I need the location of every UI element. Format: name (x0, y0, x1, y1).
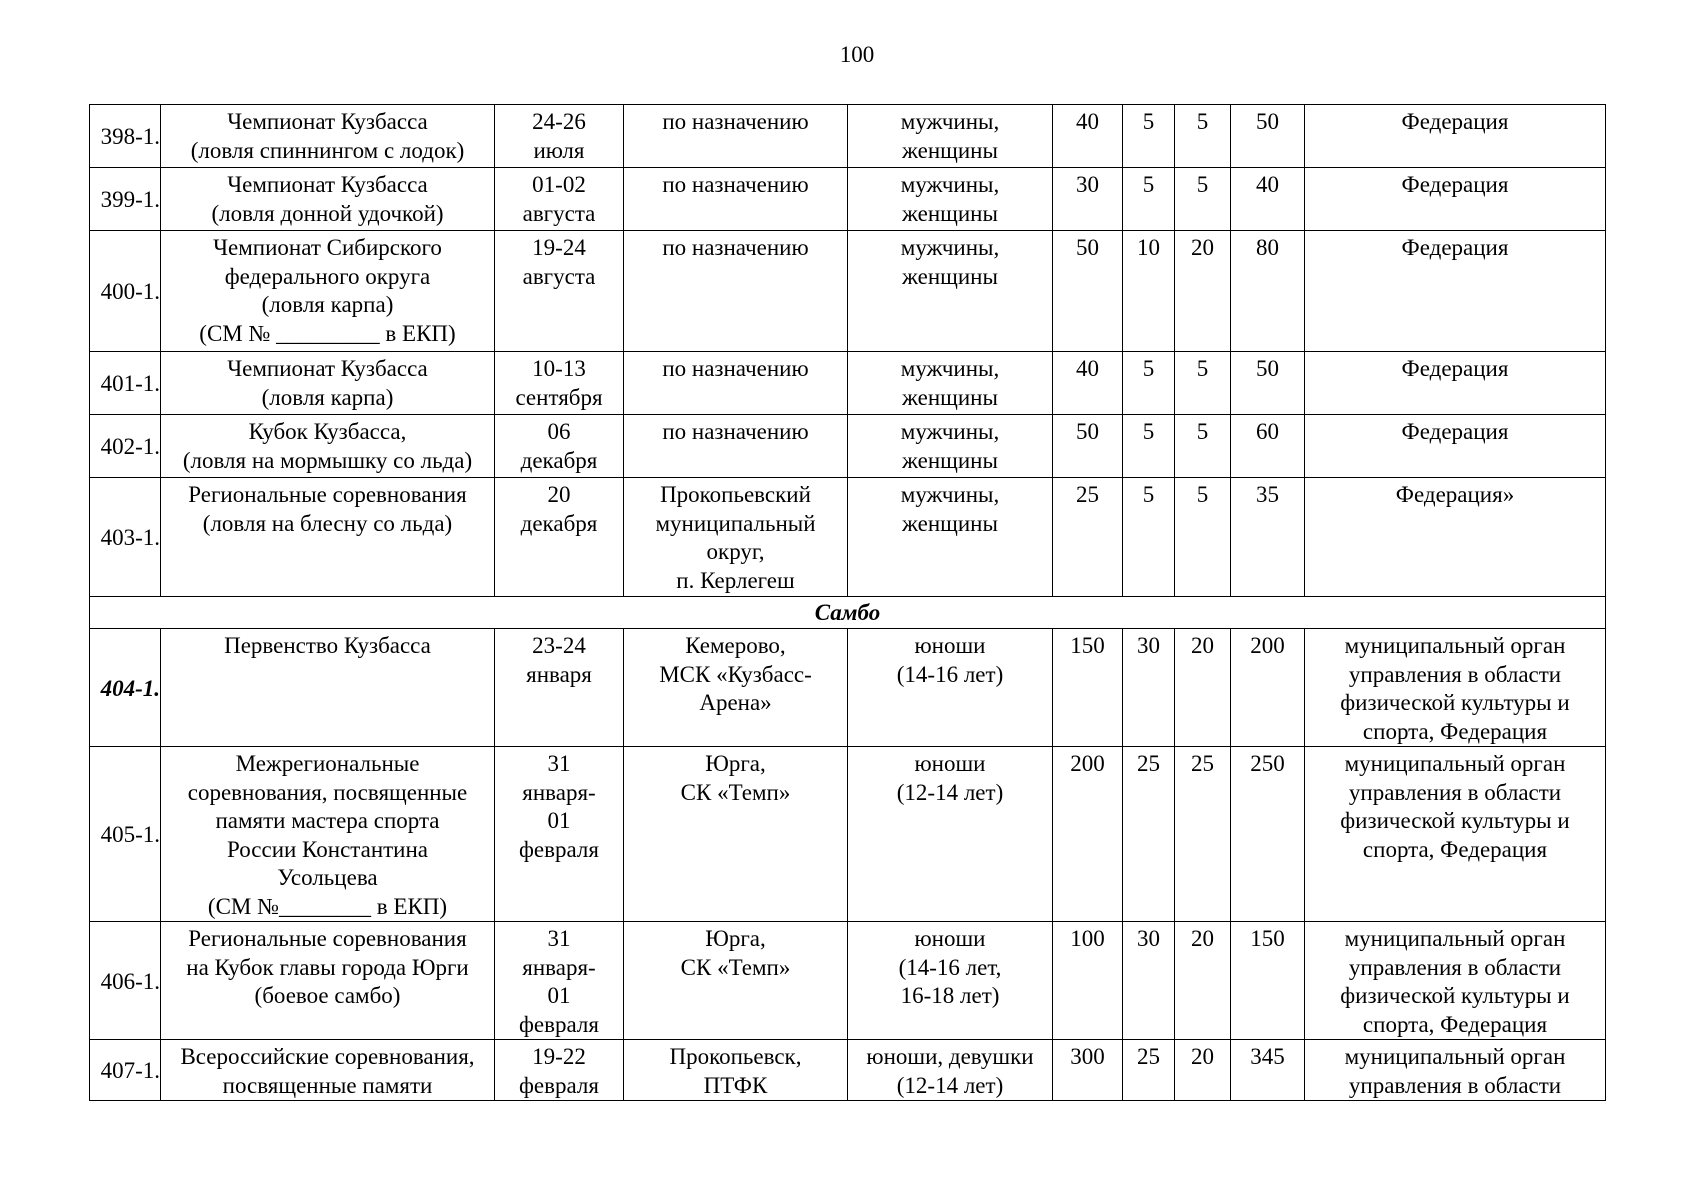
count-coaches: 25 (1123, 1040, 1175, 1101)
count-athletes: 40 (1053, 105, 1123, 168)
count-judges: 20 (1175, 922, 1231, 1040)
count-coaches: 5 (1123, 105, 1175, 168)
event-organizer: муниципальный орган управления в области физической культуры и спорта, Федерация (1305, 747, 1606, 922)
event-name: Первенство Кузбасса (161, 629, 495, 747)
count-athletes: 50 (1053, 231, 1123, 352)
count-coaches: 30 (1123, 629, 1175, 747)
event-place: Кемерово, МСК «Кузбасс- Арена» (624, 629, 848, 747)
event-name: Всероссийские соревнования, посвященные памяти (161, 1040, 495, 1101)
count-coaches: 25 (1123, 747, 1175, 922)
event-number: 398-1. (90, 105, 161, 168)
event-name: Региональные соревнования на Кубок главы города Юрги (боевое самбо) (161, 922, 495, 1040)
event-participants: мужчины, женщины (848, 478, 1053, 597)
event-participants: мужчины, женщины (848, 105, 1053, 168)
event-organizer: Федерация (1305, 231, 1606, 352)
event-date: 01-02 августа (495, 168, 624, 231)
count-athletes: 300 (1053, 1040, 1123, 1101)
count-coaches: 5 (1123, 415, 1175, 478)
event-number: 404-1. (90, 629, 161, 747)
event-participants: юноши (12-14 лет) (848, 747, 1053, 922)
count-total: 35 (1231, 478, 1305, 597)
event-place: Прокопьевск, ПТФК (624, 1040, 848, 1101)
count-athletes: 40 (1053, 352, 1123, 415)
section-title: Самбо (90, 597, 1606, 629)
event-name: Чемпионат Кузбасса (ловля донной удочкой) (161, 168, 495, 231)
event-name: Чемпионат Кузбасса (ловля спиннингом с лодок) (161, 105, 495, 168)
event-place: по назначению (624, 105, 848, 168)
count-judges: 5 (1175, 352, 1231, 415)
event-place: по назначению (624, 415, 848, 478)
event-participants: мужчины, женщины (848, 352, 1053, 415)
event-date: 31 января- 01 февраля (495, 747, 624, 922)
event-organizer: Федерация» (1305, 478, 1606, 597)
count-total: 50 (1231, 352, 1305, 415)
count-total: 200 (1231, 629, 1305, 747)
event-place: по назначению (624, 352, 848, 415)
event-name: Межрегиональные соревнования, посвященные памяти мастера спорта России Константина Усольцева (СМ №________ в ЕКП) (161, 747, 495, 922)
event-number: 402-1. (90, 415, 161, 478)
count-total: 60 (1231, 415, 1305, 478)
events-table (89, 104, 1606, 1101)
event-name: Региональные соревнования (ловля на блесну со льда) (161, 478, 495, 597)
table-body-samba (90, 629, 1606, 1101)
table-row (90, 352, 1606, 415)
count-athletes: 50 (1053, 415, 1123, 478)
count-athletes: 200 (1053, 747, 1123, 922)
table-row (90, 478, 1606, 597)
table-row (90, 922, 1606, 1040)
event-place: Юрга, СК «Темп» (624, 747, 848, 922)
table-row (90, 1040, 1606, 1101)
event-place: Прокопьевский муниципальный округ, п. Керлегеш (624, 478, 848, 597)
count-judges: 25 (1175, 747, 1231, 922)
count-athletes: 25 (1053, 478, 1123, 597)
count-total: 50 (1231, 105, 1305, 168)
count-judges: 20 (1175, 629, 1231, 747)
event-date: 24-26 июля (495, 105, 624, 168)
event-participants: юноши (14-16 лет, 16-18 лет) (848, 922, 1053, 1040)
count-coaches: 10 (1123, 231, 1175, 352)
table-row (90, 105, 1606, 168)
count-judges: 5 (1175, 478, 1231, 597)
event-number: 405-1. (90, 747, 161, 922)
event-date: 19-22 февраля (495, 1040, 624, 1101)
count-judges: 20 (1175, 1040, 1231, 1101)
event-organizer: муниципальный орган управления в области физической культуры и спорта, Федерация (1305, 629, 1606, 747)
count-coaches: 5 (1123, 478, 1175, 597)
event-number: 407-1. (90, 1040, 161, 1101)
event-place: Юрга, СК «Темп» (624, 922, 848, 1040)
event-organizer: муниципальный орган управления в области (1305, 1040, 1606, 1101)
event-place: по назначению (624, 231, 848, 352)
count-coaches: 30 (1123, 922, 1175, 1040)
count-judges: 5 (1175, 168, 1231, 231)
event-place: по назначению (624, 168, 848, 231)
event-date: 20 декабря (495, 478, 624, 597)
count-athletes: 150 (1053, 629, 1123, 747)
count-total: 345 (1231, 1040, 1305, 1101)
event-organizer: Федерация (1305, 105, 1606, 168)
count-athletes: 30 (1053, 168, 1123, 231)
event-participants: мужчины, женщины (848, 168, 1053, 231)
event-name: Кубок Кузбасса, (ловля на мормышку со льда) (161, 415, 495, 478)
count-athletes: 100 (1053, 922, 1123, 1040)
event-participants: юноши (14-16 лет) (848, 629, 1053, 747)
event-name: Чемпионат Кузбасса (ловля карпа) (161, 352, 495, 415)
section-header-row (90, 597, 1606, 629)
page-number: 100 (839, 42, 875, 67)
count-total: 40 (1231, 168, 1305, 231)
table-row (90, 168, 1606, 231)
event-date: 23-24 января (495, 629, 624, 747)
count-total: 150 (1231, 922, 1305, 1040)
event-number: 400-1. (90, 231, 161, 352)
event-participants: юноши, девушки (12-14 лет) (848, 1040, 1053, 1101)
event-number: 406-1. (90, 922, 161, 1040)
event-participants: мужчины, женщины (848, 231, 1053, 352)
event-organizer: Федерация (1305, 352, 1606, 415)
table-row (90, 415, 1606, 478)
count-total: 250 (1231, 747, 1305, 922)
table-row (90, 629, 1606, 747)
event-date: 31 января- 01 февраля (495, 922, 624, 1040)
count-judges: 5 (1175, 105, 1231, 168)
event-number: 403-1. (90, 478, 161, 597)
count-judges: 20 (1175, 231, 1231, 352)
event-participants: мужчины, женщины (848, 415, 1053, 478)
event-organizer: Федерация (1305, 415, 1606, 478)
count-coaches: 5 (1123, 168, 1175, 231)
table-row (90, 747, 1606, 922)
event-number: 399-1. (90, 168, 161, 231)
table-section-samba (90, 597, 1606, 629)
event-name: Чемпионат Сибирского федерального округа (ловля карпа) (СМ № _________ в ЕКП) (161, 231, 495, 352)
count-coaches: 5 (1123, 352, 1175, 415)
count-judges: 5 (1175, 415, 1231, 478)
event-date: 19-24 августа (495, 231, 624, 352)
event-number: 401-1. (90, 352, 161, 415)
table-body-fishing (90, 105, 1606, 597)
event-organizer: муниципальный орган управления в области физической культуры и спорта, Федерация (1305, 922, 1606, 1040)
count-total: 80 (1231, 231, 1305, 352)
table-row (90, 231, 1606, 352)
event-organizer: Федерация (1305, 168, 1606, 231)
event-date: 06 декабря (495, 415, 624, 478)
event-date: 10-13 сентября (495, 352, 624, 415)
